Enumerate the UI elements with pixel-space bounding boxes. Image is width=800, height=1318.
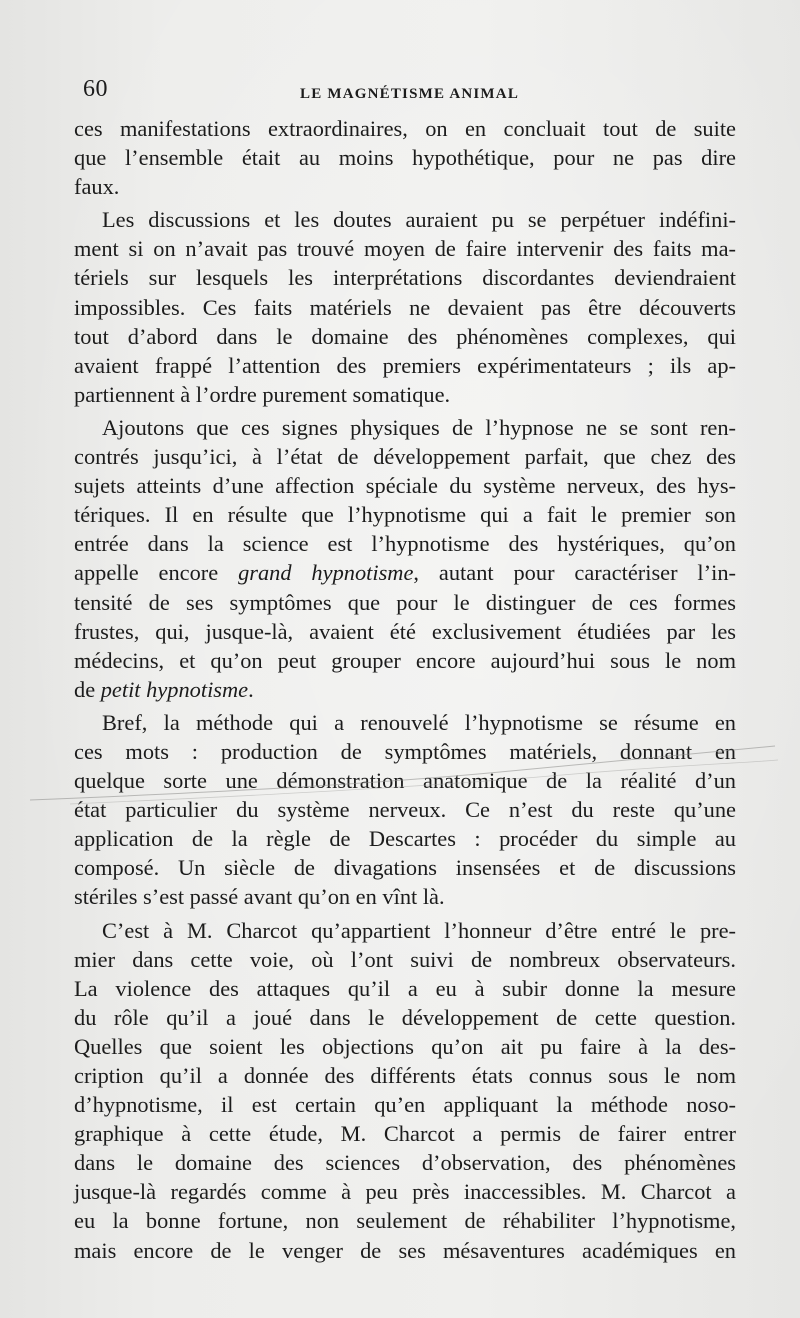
text-line: faux. xyxy=(74,174,120,200)
text-line: entrée dans la science est l’hypnotisme des hystériques, qu’on xyxy=(74,531,736,557)
paragraph-1 xyxy=(74,114,736,201)
paragraph-4 xyxy=(74,708,736,912)
text-line: quelque sorte une démonstration anatomique de la réalité d’un xyxy=(74,768,736,794)
text-line: tout d’abord dans le domaine des phénomènes complexes, qui xyxy=(74,323,736,349)
italic-term: grand hypnotisme xyxy=(238,560,414,586)
text-line: Les discussions et les doutes auraient pu se perpétuer indéfini- xyxy=(102,207,736,233)
text-line: mais encore de le venger de ses mésaventures académiques en xyxy=(74,1237,736,1263)
text-run: . xyxy=(248,676,254,702)
text-line xyxy=(74,558,736,587)
text-line: frustes, qui, jusque-là, avaient été exclusivement étudiées par les xyxy=(74,618,736,644)
italic-term: petit hypnotisme xyxy=(100,676,249,702)
text-line: ces manifestations extraordinaires, on en concluait tout de suite xyxy=(74,116,736,141)
text-line: cription qu’il a donnée des différents états connus sous le nom xyxy=(74,1063,736,1088)
text-line: Bref, la méthode qui a renouvelé l’hypnotisme se résume en xyxy=(102,709,736,735)
paragraph-2 xyxy=(74,205,736,409)
text-line: du rôle qu’il a joué dans le développement de cette question. xyxy=(74,1004,736,1030)
page-number: 60 xyxy=(83,76,108,102)
text-line: ment si on n’avait pas trouvé moyen de faire intervenir des faits ma- xyxy=(74,236,736,262)
text-line: dans le domaine des sciences d’observation, des phénomènes xyxy=(74,1150,736,1176)
running-title: LE MAGNÉTISME ANIMAL xyxy=(300,86,520,102)
text-line: médecins, et qu’on peut grouper encore aujourd’hui sous le nom xyxy=(74,647,736,673)
text-line xyxy=(74,675,736,704)
text-line: stériles s’est passé avant qu’on en vînt là. xyxy=(74,884,445,910)
text-line: partiennent à l’ordre purement somatique. xyxy=(74,381,451,407)
text-line: avaient frappé l’attention des premiers expérimentateurs ; ils ap- xyxy=(74,352,736,378)
text-line: Quelles que soient les objections qu’on ait pu faire à la des- xyxy=(74,1033,736,1059)
text-line: contrés jusqu’ici, à l’état de développement parfait, que chez des xyxy=(74,444,736,470)
text-line: impossibles. Ces faits matériels ne devaient pas être découverts xyxy=(74,294,736,320)
text-line: mier dans cette voie, où l’ont suivi de nombreux observateurs. xyxy=(74,946,736,972)
text-line: eu la bonne fortune, non seulement de réhabiliter l’hypnotisme, xyxy=(74,1208,736,1234)
text-line: que l’ensemble était au moins hypothétique, pour ne pas dire xyxy=(74,145,736,171)
text-line: tériques. Il en résulte que l’hypnotisme qui a fait le premier son xyxy=(74,502,736,528)
text-line: Ajoutons que ces signes physiques de l’hypnose ne se sont ren- xyxy=(102,414,736,440)
text-run: , autant pour caractériser l’in- xyxy=(413,560,736,586)
body-text xyxy=(74,114,736,1265)
text-line: ces mots : production de symptômes matériels, donnant en xyxy=(74,738,736,764)
text-line: tensité de ses symptômes que pour le distinguer de ces formes xyxy=(74,589,736,615)
text-line: d’hypnotisme, il est certain qu’en appliquant la méthode noso- xyxy=(74,1092,736,1118)
text-line: état particulier du système nerveux. Ce n’est du reste qu’une xyxy=(74,797,736,823)
text-line: La violence des attaques qu’il a eu à subir donne la mesure xyxy=(74,975,736,1001)
text-line: composé. Un siècle de divagations insensées et de discussions xyxy=(74,855,736,881)
text-line: sujets atteints d’une affection spéciale du système nerveux, des hys- xyxy=(74,473,736,499)
text-line: application de la règle de Descartes : procéder du simple au xyxy=(74,826,736,852)
text-run: de xyxy=(74,676,101,702)
text-line: C’est à M. Charcot qu’appartient l’honneur d’être entré le pre- xyxy=(102,917,736,943)
text-line: tériels sur lesquels les interprétations discordantes deviendraient xyxy=(74,265,736,291)
text-run: appelle encore xyxy=(74,560,239,586)
paragraph-5 xyxy=(74,916,736,1265)
paragraph-3 xyxy=(74,413,736,704)
text-line: graphique à cette étude, M. Charcot a permis de fairer entrer xyxy=(74,1121,736,1147)
text-line: jusque-là regardés comme à peu près inaccessibles. M. Charcot a xyxy=(74,1179,736,1205)
page-header xyxy=(83,76,733,106)
